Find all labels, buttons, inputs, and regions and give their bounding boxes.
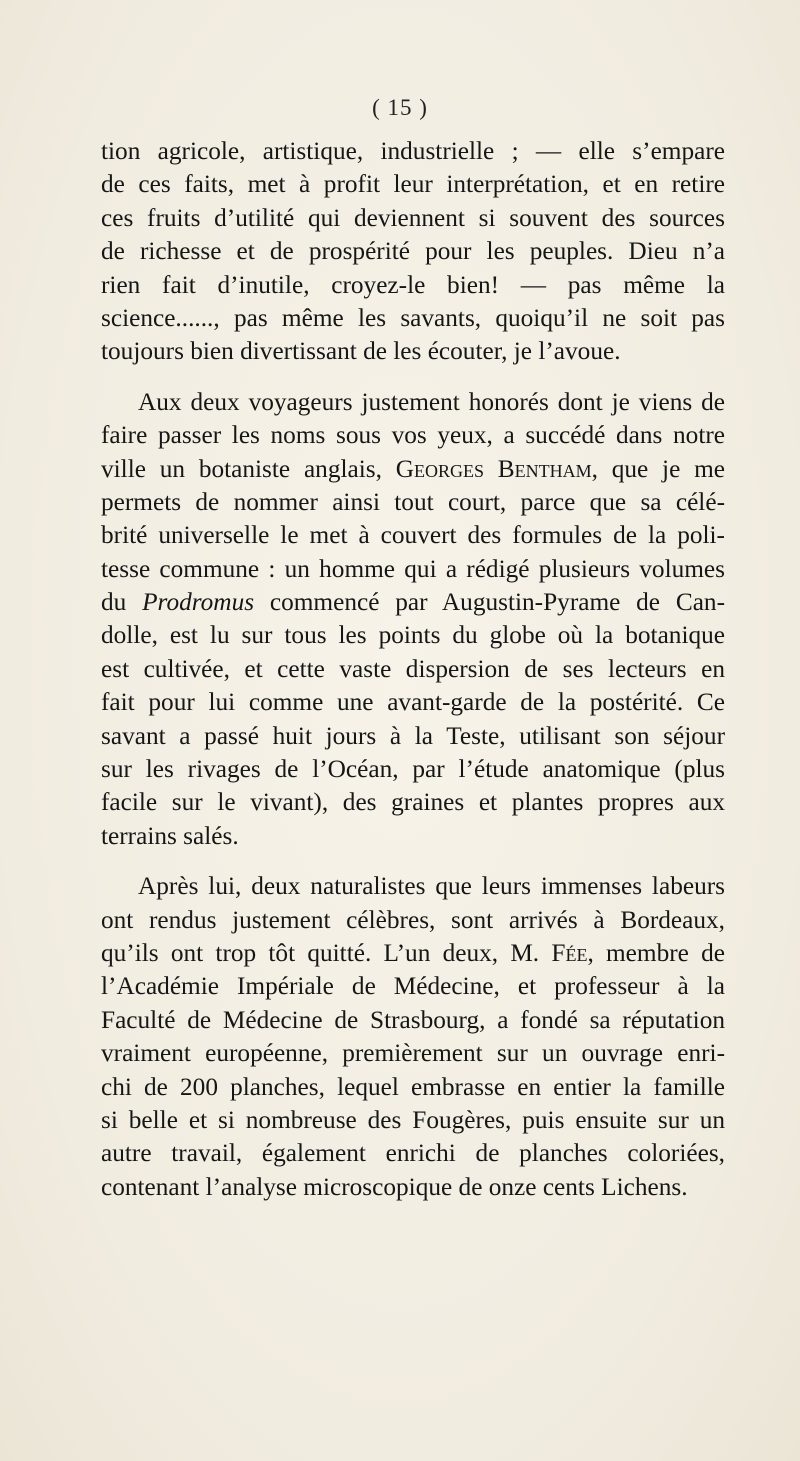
text-line: sur les rivages de l’Océan, par l’étude anatomique (plus [101, 755, 725, 784]
line-start: du [101, 588, 143, 617]
text-line: chi de 200 planches, lequel embrasse en entier la famille [101, 1072, 725, 1101]
text-line: tion agricole, artistique, industrielle ; — elle s’empare [101, 137, 725, 165]
person-name-fee: Fée [551, 938, 588, 967]
line-end: , que je me [591, 454, 725, 483]
text-line: rien fait d’inutile, croyez-le bien! — pas même la [101, 270, 725, 299]
line-start: qu’ils ont trop tôt quitté. L’un deux, M. [101, 938, 552, 967]
text-line: tesse commune : un homme qui a rédigé plusieurs volumes [101, 554, 725, 583]
text-line: savant a passé huit jours à la Teste, utilisant son séjour [101, 721, 725, 750]
text-line: ces fruits d’utilité qui deviennent si souvent des sources [101, 203, 725, 232]
line-end: , membre de [587, 938, 725, 967]
paragraph-2 [101, 386, 725, 853]
paragraph-1 [101, 135, 725, 369]
person-name-bentham: Georges Bentham [395, 454, 592, 483]
text-line [101, 586, 725, 619]
text-line [101, 453, 725, 486]
text-line: autre travail, également enrichi de planches coloriées, [101, 1139, 725, 1168]
text-line: brité universelle le met à couvert des formules de la poli- [101, 521, 725, 550]
text-line: terrains salés. [101, 821, 239, 850]
text-line: dolle, est lu sur tous les points du globe où la botanique [101, 621, 725, 650]
work-title-prodromus: Prodromus [142, 588, 255, 617]
body-text [101, 135, 725, 1204]
text-line: Après lui, deux naturalistes que leurs immenses labeurs [138, 872, 725, 901]
text-line: est cultivée, et cette vaste dispersion de ses lecteurs en [101, 654, 725, 683]
text-line: faire passer les noms sous vos yeux, a succédé dans notre [101, 421, 725, 450]
page-number: ( 15 ) [372, 95, 428, 120]
text-line: science......, pas même les savants, quoiqu’il ne soit pas [101, 303, 725, 332]
text-line: Faculté de Médecine de Strasbourg, a fondé sa réputation [101, 1005, 725, 1034]
line-end: commencé par Augustin-Pyrame de Can- [254, 588, 725, 617]
paragraph-3 [101, 870, 725, 1204]
text-line: fait pour lui comme une avant-garde de la postérité. Ce [101, 688, 725, 717]
text-line: facile sur le vivant), des graines et plantes propres aux [101, 788, 725, 817]
text-line: l’Académie Impériale de Médecine, et professeur à la [101, 972, 725, 1001]
text-line: vraiment européenne, premièrement sur un ouvrage enri- [101, 1039, 725, 1068]
text-line: toujours bien divertissant de les écouter, je l’avoue. [101, 337, 621, 366]
text-line: si belle et si nombreuse des Fougères, puis ensuite sur un [101, 1105, 725, 1134]
line-start: ville un botaniste anglais, [101, 454, 396, 483]
text-line: ont rendus justement célèbres, sont arrivés à Bordeaux, [101, 905, 725, 934]
text-line: de ces faits, met à profit leur interprétation, et en retire [101, 170, 725, 199]
text-line [101, 937, 725, 970]
text-line: permets de nommer ainsi tout court, parce que sa célé- [101, 487, 725, 516]
text-line: Aux deux voyageurs justement honorés dont je viens de [138, 387, 725, 416]
text-line: contenant l’analyse microscopique de onze cents Lichens. [101, 1172, 688, 1201]
text-line: de richesse et de prospérité pour les peuples. Dieu n’a [101, 237, 725, 266]
